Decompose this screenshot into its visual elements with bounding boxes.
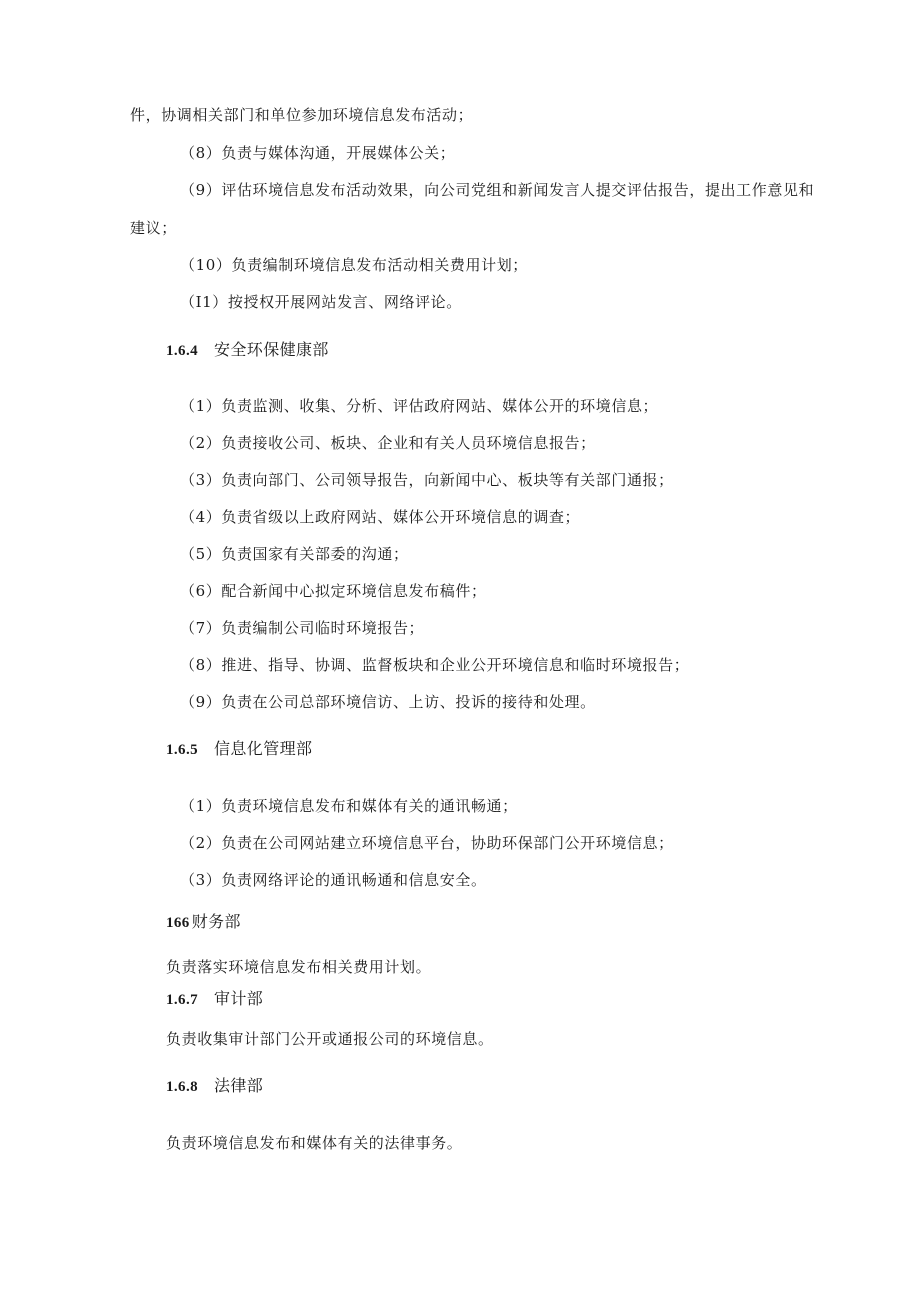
list-item-continuation: 建议；	[130, 219, 177, 237]
section-title: 法律部	[214, 1076, 264, 1095]
section-number: 166	[166, 915, 190, 931]
section-number: 1.6.5	[166, 742, 198, 758]
list-item: （8）负责与媒体沟通，开展媒体公关；	[180, 144, 456, 162]
section-body: 负责环境信息发布和媒体有关的法律事务。	[166, 1134, 463, 1152]
list-item: （4）负责省级以上政府网站、媒体公开环境信息的调查；	[180, 508, 581, 526]
section-title: 信息化管理部	[214, 739, 313, 758]
list-item: （9）负责在公司总部环境信访、上访、投诉的接待和处理。	[180, 693, 596, 711]
list-item: （1）负责环境信息发布和媒体有关的通讯畅通；	[180, 797, 518, 815]
list-item: （9）评估环境信息发布活动效果，向公司党组和新闻发言人提交评估报告，提出工作意见和	[180, 181, 815, 199]
list-item: （3）负责网络评论的通讯畅通和信息安全。	[180, 871, 487, 889]
list-item: （10）负责编制环境信息发布活动相关费用计划；	[180, 256, 528, 274]
section-title: 审计部	[214, 989, 264, 1008]
paragraph-continuation: 件，协调相关部门和单位参加环境信息发布活动；	[130, 106, 474, 124]
section-heading-1-6-7	[166, 988, 263, 1011]
section-number: 1.6.4	[166, 343, 198, 359]
section-number: 1.6.7	[166, 992, 198, 1008]
list-item: （1）负责监测、收集、分析、评估政府网站、媒体公开的环境信息；	[180, 397, 659, 415]
list-item: （7）负责编制公司临时环境报告；	[180, 619, 425, 637]
list-item: （2）负责在公司网站建立环境信息平台，协助环保部门公开环境信息；	[180, 834, 674, 852]
section-heading-1-6-4	[166, 339, 329, 362]
list-item: （2）负责接收公司、板块、企业和有关人员环境信息报告；	[180, 434, 596, 452]
section-number: 1.6.8	[166, 1079, 198, 1095]
section-heading-1-6-5	[166, 738, 312, 761]
section-body: 负责收集审计部门公开或通报公司的环境信息。	[166, 1030, 494, 1048]
list-item: （8）推进、指导、协调、监督板块和企业公开环境信息和临时环境报告；	[180, 656, 690, 674]
list-item: （3）负责向部门、公司领导报告，向新闻中心、板块等有关部门通报；	[180, 471, 674, 489]
section-heading-1-6-8	[166, 1075, 263, 1098]
list-item: （6）配合新闻中心拟定环境信息发布稿件；	[180, 582, 487, 600]
list-item: （I1）按授权开展网站发言、网络评论。	[180, 293, 462, 311]
section-title: 财务部	[191, 912, 241, 931]
section-title: 安全环保健康部	[214, 340, 329, 359]
section-heading-166	[166, 911, 241, 934]
section-body: 负责落实环境信息发布相关费用计划。	[166, 958, 432, 976]
list-item: （5）负责国家有关部委的沟通；	[180, 545, 409, 563]
